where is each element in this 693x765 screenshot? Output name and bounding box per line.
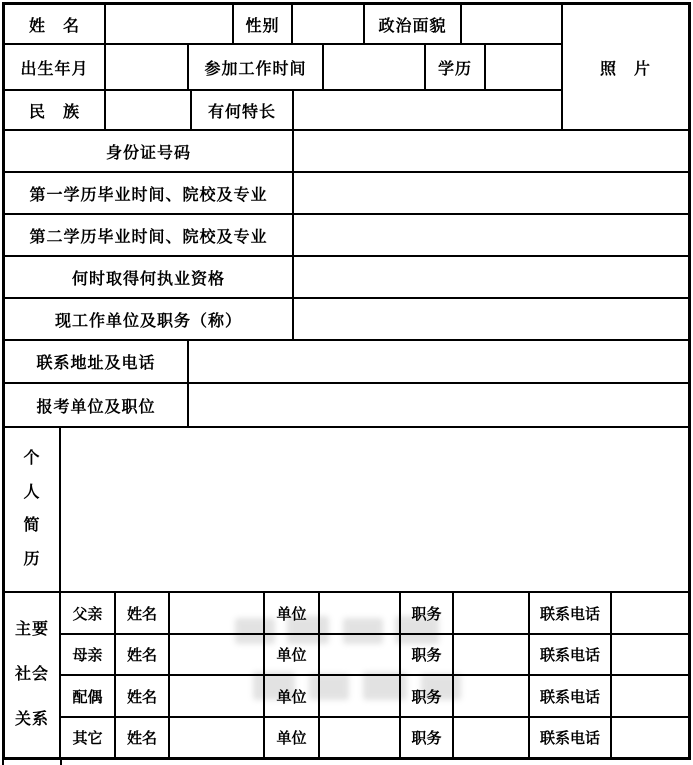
birth-date-label: 出生年月 xyxy=(4,44,105,90)
relations-label-line: 社会 xyxy=(14,665,49,683)
relation-phone-label: 联系电话 xyxy=(529,675,611,717)
political-status-value-cell[interactable] xyxy=(461,4,562,44)
resume-label-char: 历 xyxy=(23,551,41,569)
name-value-cell[interactable] xyxy=(105,4,233,44)
table-line-stub xyxy=(60,760,62,765)
work-start-value-cell[interactable] xyxy=(323,44,425,90)
relation-phone-label: 联系电话 xyxy=(529,634,611,675)
relations-label-line: 主要 xyxy=(14,620,49,638)
birth-date-value-cell[interactable] xyxy=(105,44,188,90)
table-line-stub xyxy=(2,760,4,765)
qualification-label: 何时取得何执业资格 xyxy=(4,256,293,298)
relation-phone-value-cell[interactable] xyxy=(611,675,689,717)
id-number-value-cell[interactable] xyxy=(293,130,689,172)
current-job-label: 现工作单位及职务（称） xyxy=(4,298,293,340)
specialty-label: 有何特长 xyxy=(191,90,293,130)
relation-name-label: 姓名 xyxy=(115,592,169,634)
relation-phone-value-cell[interactable] xyxy=(611,592,689,634)
relation-unit-label: 单位 xyxy=(264,592,319,634)
relation-type-label: 母亲 xyxy=(60,634,115,675)
photo-cell[interactable]: 照 片 xyxy=(562,4,689,130)
relation-type-label: 父亲 xyxy=(60,592,115,634)
relation-name-label: 姓名 xyxy=(115,675,169,717)
political-status-label: 政治面貌 xyxy=(364,4,461,44)
relation-duty-value-cell[interactable] xyxy=(453,675,529,717)
relation-duty-label: 职务 xyxy=(400,634,453,675)
apply-position-value-cell[interactable] xyxy=(188,383,689,427)
relation-unit-label: 单位 xyxy=(264,717,319,758)
relation-unit-value-cell[interactable] xyxy=(319,675,400,717)
resume-label-char: 简 xyxy=(23,517,41,535)
contact-label: 联系地址及电话 xyxy=(4,340,188,383)
relation-phone-label: 联系电话 xyxy=(529,592,611,634)
relation-unit-value-cell[interactable] xyxy=(319,592,400,634)
education-value-cell[interactable] xyxy=(485,44,562,90)
first-degree-value-cell[interactable] xyxy=(293,172,689,214)
relation-unit-label: 单位 xyxy=(264,675,319,717)
specialty-value-cell[interactable] xyxy=(293,90,562,130)
relation-duty-value-cell[interactable] xyxy=(453,592,529,634)
relation-name-value-cell[interactable] xyxy=(169,634,264,675)
resume-content-cell[interactable] xyxy=(60,427,689,592)
relation-duty-value-cell[interactable] xyxy=(453,717,529,758)
relation-duty-label: 职务 xyxy=(400,592,453,634)
relation-duty-label: 职务 xyxy=(400,675,453,717)
relation-unit-label: 单位 xyxy=(264,634,319,675)
relation-name-value-cell[interactable] xyxy=(169,675,264,717)
id-number-label: 身份证号码 xyxy=(4,130,293,172)
education-label: 学历 xyxy=(425,44,485,90)
name-label: 姓 名 xyxy=(4,4,105,44)
work-start-label: 参加工作时间 xyxy=(188,44,323,90)
gender-label: 性别 xyxy=(233,4,292,44)
ethnicity-value-cell[interactable] xyxy=(105,90,191,130)
gender-value-cell[interactable] xyxy=(292,4,364,44)
relation-name-value-cell[interactable] xyxy=(169,592,264,634)
relation-name-value-cell[interactable] xyxy=(169,717,264,758)
current-job-value-cell[interactable] xyxy=(293,298,689,340)
resume-label xyxy=(4,427,60,592)
first-degree-label: 第一学历毕业时间、院校及专业 xyxy=(4,172,293,214)
contact-value-cell[interactable] xyxy=(188,340,689,383)
second-degree-value-cell[interactable] xyxy=(293,214,689,256)
apply-position-label: 报考单位及职位 xyxy=(4,383,188,427)
relation-name-label: 姓名 xyxy=(115,634,169,675)
relation-unit-value-cell[interactable] xyxy=(319,717,400,758)
relation-duty-value-cell[interactable] xyxy=(453,634,529,675)
relation-type-label: 其它 xyxy=(60,717,115,758)
relation-name-label: 姓名 xyxy=(115,717,169,758)
relation-phone-value-cell[interactable] xyxy=(611,634,689,675)
relations-label-line: 关系 xyxy=(14,711,49,729)
relation-phone-value-cell[interactable] xyxy=(611,717,689,758)
resume-label-char: 人 xyxy=(23,483,41,501)
relation-phone-label: 联系电话 xyxy=(529,717,611,758)
relations-label xyxy=(4,592,60,758)
relation-unit-value-cell[interactable] xyxy=(319,634,400,675)
relation-type-label: 配偶 xyxy=(60,675,115,717)
second-degree-label: 第二学历毕业时间、院校及专业 xyxy=(4,214,293,256)
resume-label-char: 个 xyxy=(23,449,41,467)
ethnicity-label: 民 族 xyxy=(4,90,105,130)
relation-duty-label: 职务 xyxy=(400,717,453,758)
qualification-value-cell[interactable] xyxy=(293,256,689,298)
